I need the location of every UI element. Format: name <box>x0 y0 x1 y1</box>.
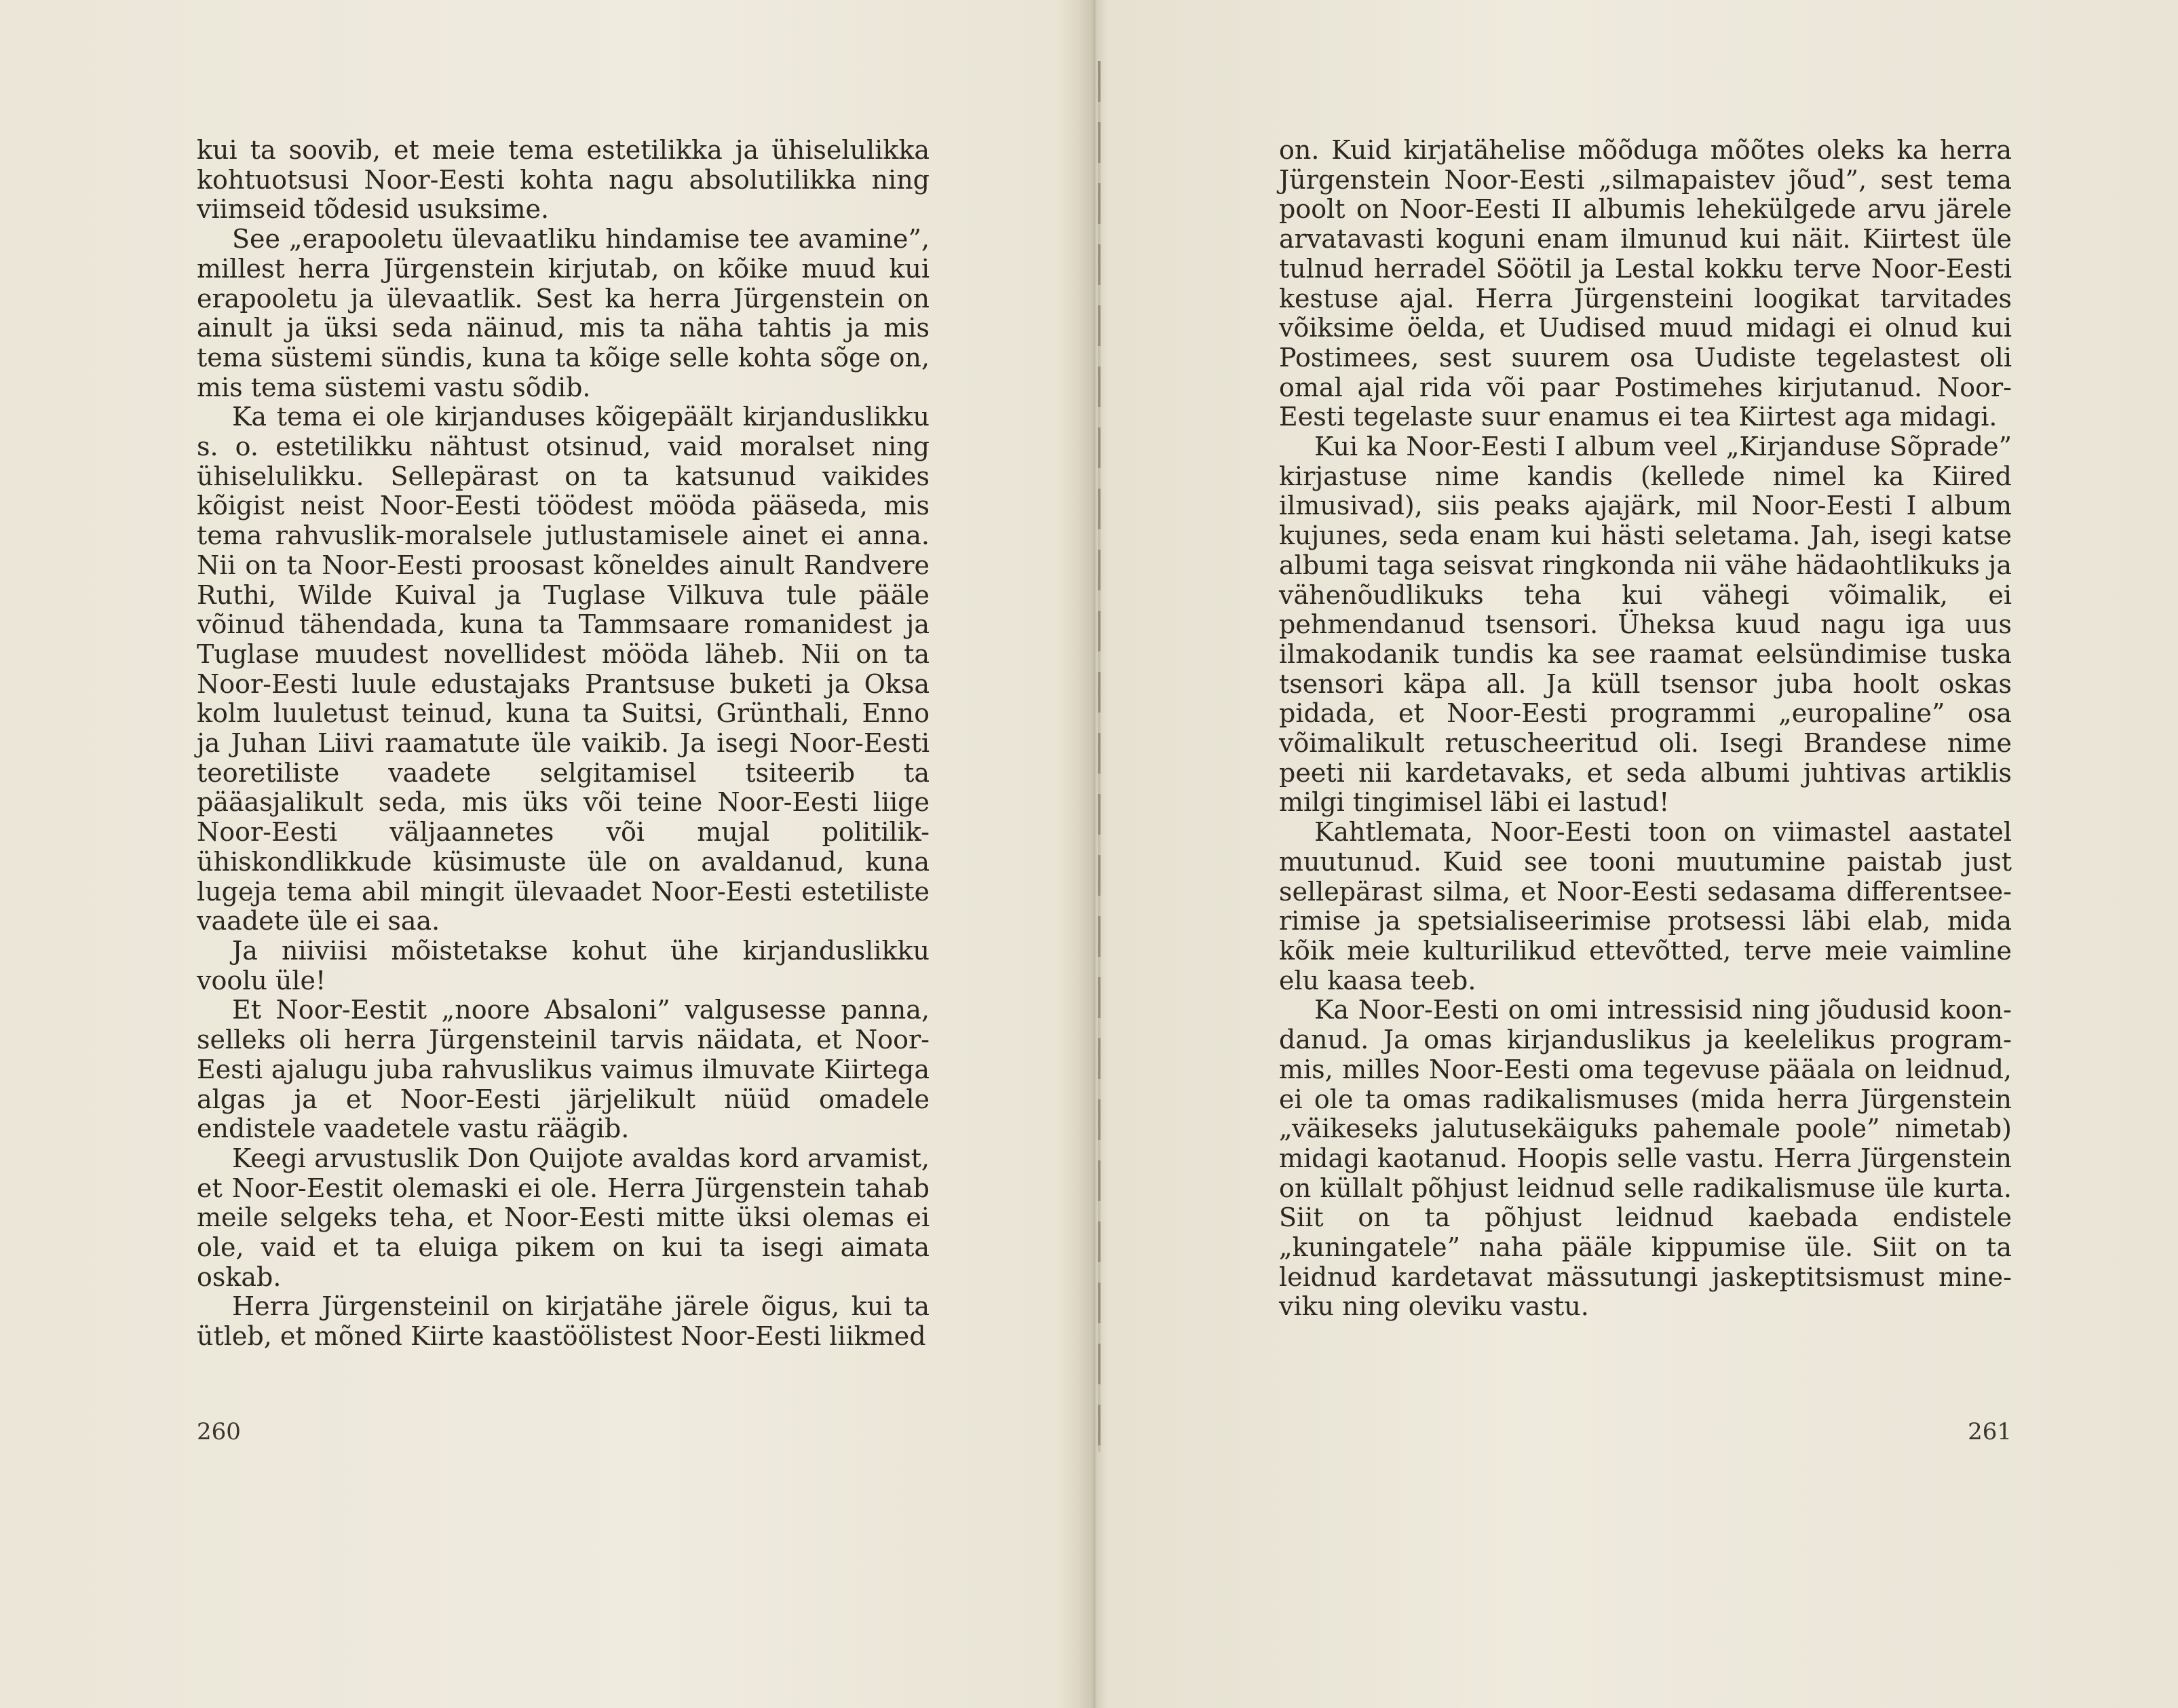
binding-thread <box>1098 61 1101 1452</box>
left-paragraph-5: Et Noor-Eestit „noore Absaloni” valgusesse panna, selleks oli herra Jürgensteinil tarvis näidata, et Noor-Eesti ajalugu juba rahvuslikus vaimus ilmuvate Kiirtega algas ja et Noor-Eesti järjelikult nüüd omadele endistele vaadetele vastu räägib. <box>197 995 930 1144</box>
left-page-number: 260 <box>197 1418 241 1445</box>
right-paragraph-2: Kui ka Noor-Eesti I album veel „Kirjanduse Sõprade” kirjastuse nime kandis (kellede nimel ka Kiired ilmusivad), siis peaks ajajärk, mil Noor-Eesti I album kujunes, seda enam kui hästi seletama. Jah, isegi katse albumi taga seisvat ringkonda nii vähe hädaohtlikuks ja vähenõudlikuks teha kui vähegi võimalik, ei pehmendanud tsensori. Üheksa kuud nagu iga uus ilmakodanik tundis ka see raamat eelsündimise tuska tsensori käpa all. Ja küll tsensor juba hoolt oskas pidada, et Noor-Eesti programmi „europaline” osa võimalikult retuscheeritud oli. Isegi Brandese nime peeti nii kardetavaks, et seda albumi juhtivas artiklis milgi tingimisel läbi ei lastud! <box>1279 432 2012 818</box>
left-paragraph-1: kui ta soovib, et meie tema estetilikka ja ühiseluli​kka kohtuotsusi Noor-Eesti kohta nagu absolutilikka ning viimseid tõdesid usuksime. <box>197 135 930 225</box>
left-paragraph-2: See „erapooletu ülevaatliku hindamise tee avamine”, millest herra Jürgenstein kirjutab, on kõike muud kui erapooletu ja ülevaatlik. Sest ka herra Jürgenstein on ainult ja üksi seda näinud, mis ta näha tahtis ja mis tema süstemi sündis, kuna ta kõige selle kohta sõge on, mis tema süstemi vastu sõdib. <box>197 224 930 402</box>
book-gutter <box>1079 0 1109 1708</box>
right-page-number: 261 <box>1968 1418 2012 1445</box>
right-page <box>1279 136 2012 1479</box>
right-paragraph-1: on. Kuid kirjatähelise mõõduga mõõtes oleks ka herra Jürgenstein Noor-Eesti „silmapaistev jõud”, sest tema poolt on Noor-Eesti II albumis lehekülgede arvu järele arvatavasti koguni enam ilmunud kui näit. Kiirtest üle tulnud herradel Söötil ja Lestal kokku terve Noor-Eesti kestuse ajal. Herra Jürgensteini loogikat tarvitades võiksime öelda, et Uudised muud midagi ei olnud kui Postimees, sest suurem osa Uudiste tegelastest oli omal ajal rida või paar Postimehes kirjutanud. Noor-Eesti tegelaste suur enamus ei tea Kiirtest aga midagi. <box>1279 135 2012 432</box>
left-paragraph-7: Herra Jürgensteinil on kirjatähe järele õigus, kui ta ütleb, et mõned Kiirte kaastöölistest Noor-Eesti liikmed <box>197 1291 930 1352</box>
left-page <box>197 136 930 1479</box>
right-paragraph-3: Kahtlemata, Noor-Eesti toon on viimastel aastatel muutunud. Kuid see tooni muutumine paistab just sellepärast silma, et Noor-Eesti sedasama differentseerimise ja spetsialiseerimise protsessi läbi elab, mida kõik meie kulturilikud ettevõtted, terve meie vaimline elu kaasa teeb. <box>1279 817 2012 995</box>
left-paragraph-3: Ka tema ei ole kirjanduses kõigepäält kirjanduslikku s. o. estetilikku nähtust otsinud, vaid moralset ning ühiselulikku. Sellepärast on ta katsunud vaikides kõigist neist Noor-Eesti töödest mööda pääseda, mis tema rahvuslik-moralsele jutlustamisele ainet ei anna. Nii on ta Noor-Eesti proosast kõneldes ainult Randvere Ruthi, Wilde Kuival ja Tuglase Vilkuva tule pääle võinud tähendada, kuna ta Tammsaare romanidest ja Tuglase muudest novellidest mööda läheb. Nii on ta Noor-Eesti luule edustajaks Prantsuse buketi ja Oksa kolm luuletust teinud, kuna ta Suitsi, Grünthali, Enno ja Juhan Liivi raamatute üle vaikib. Ja isegi Noor-Eesti teoretiliste vaadete selgitamisel tsiteerib ta pääasjalikult seda, mis üks või teine Noor-Eesti liige Noor-Eesti väljaannetes või mujal politilik-ühiskondlikkude küsimuste üle on avaldanud, kuna lugeja tema abil mingit ülevaadet Noor-Eesti estetiliste vaadete üle ei saa. <box>197 402 930 936</box>
right-paragraph-4: Ka Noor-Eesti on omi intressisid ning jõudusid koondanud. Ja omas kirjanduslikus ja keelelikus programmis, milles Noor-Eesti oma tegevuse pääala on leidnud, ei ole ta omas radikalismuses (mida herra Jürgenstein „väikeseks jalutusekäiguks pahemale poole” nimetab) midagi kaotanud. Hoopis selle vastu. Herra Jürgenstein on küllalt põhjust leidnud selle radikalismuse üle kurta. Siit on ta põhjust leidnud kaebada endistele „kuningatele” naha pääle kippumise üle. Siit on ta leidnud kardetavat mässutungi jaskeptitsismust mineviku ning oleviku vastu. <box>1279 995 2012 1322</box>
right-text-block <box>1279 136 2012 1322</box>
left-paragraph-4: Ja niiviisi mõistetakse kohut ühe kirjanduslikku voolu üle! <box>197 935 930 995</box>
left-paragraph-6: Keegi arvustuslik Don Quijote avaldas kord arvamist, et Noor-Eestit olemaski ei ole. Herra Jürgenstein tahab meile selgeks teha, et Noor-Eesti mitte üksi olemas ei ole, vaid et ta eluiga pikem on kui ta isegi aimata oskab. <box>197 1143 930 1292</box>
left-text-block <box>197 136 930 1352</box>
